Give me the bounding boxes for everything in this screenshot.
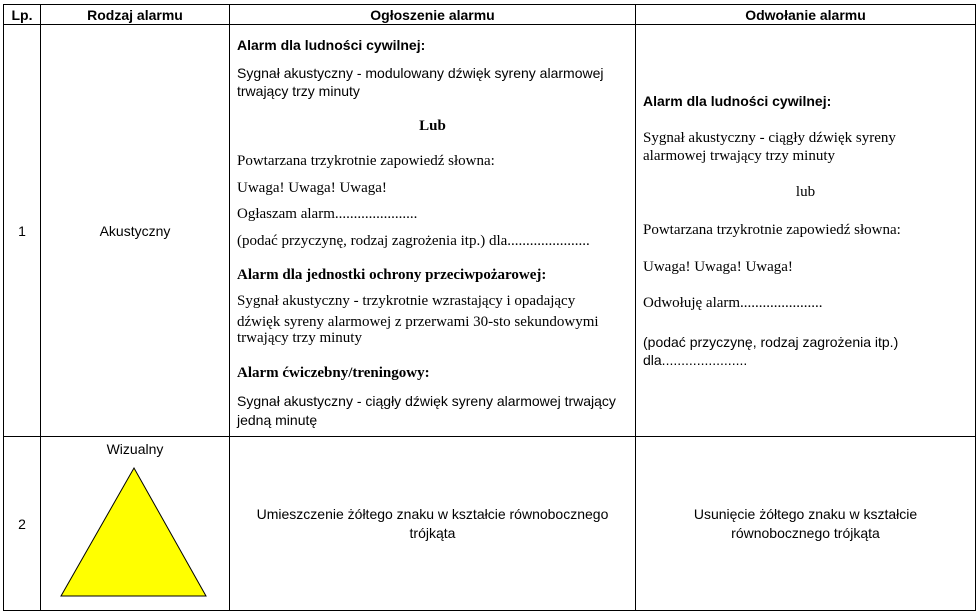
civil-signal-line-1: Sygnał akustyczny - modulowany dźwięk syreny alarmowej: [237, 65, 604, 81]
cancel-visual-line-2: równobocznego trójkąta: [731, 524, 880, 541]
declare-alarm-text: Ogłaszam alarm......................: [237, 206, 418, 222]
fire-signal-line-3: trwający trzy minuty: [237, 330, 362, 346]
row-2-type: Wizualny: [106, 441, 164, 457]
cancel-reason-line-2: dla......................: [643, 352, 748, 368]
civil-signal-line-2: trwający trzy minuty: [237, 83, 360, 99]
announce-visual-line-1: Umieszczenie żółtego znaku w kształcie równobocznego: [256, 505, 609, 522]
row-1-number: 1: [18, 222, 26, 239]
cancel-reason-line-1: (podać przyczynę, rodzaj zagrożenia itp.): [643, 334, 899, 350]
header-alarm-cancellation: Odwołanie alarmu: [745, 6, 866, 23]
row-1-announcement: [230, 25, 635, 436]
fire-unit-alarm-heading: Alarm dla jednostki ochrony przeciwpożarowej:: [237, 267, 547, 283]
row-2-number: 2: [18, 515, 26, 532]
header-alarm-type: Rodzaj alarmu: [87, 6, 183, 23]
cancel-civil-heading: Alarm dla ludności cywilnej:: [643, 93, 832, 109]
announce-visual-line-2: trójkąta: [409, 524, 456, 541]
cancel-attention-phrase: Uwaga! Uwaga! Uwaga!: [643, 259, 793, 275]
cancel-signal-line-1: Sygnał akustyczny - ciągły dźwięk syreny: [643, 130, 896, 146]
yellow-triangle-icon: [41, 437, 229, 610]
drill-alarm-heading: Alarm ćwiczebny/treningowy:: [237, 365, 430, 381]
attention-phrase: Uwaga! Uwaga! Uwaga!: [237, 180, 387, 196]
row-2-type-cell: [41, 437, 229, 610]
cancel-verbal-announcement: Powtarzana trzykrotnie zapowiedź słowna:: [643, 222, 901, 238]
cancel-or-label: lub: [795, 184, 816, 200]
fire-signal-line-2: dźwięk syreny alarmowej z przerwami 30-sto sekundowymi: [237, 314, 599, 330]
drill-signal-line-1: Sygnał akustyczny - ciągły dźwięk syreny alarmowej trwający: [237, 393, 616, 409]
verbal-announcement: Powtarzana trzykrotnie zapowiedź słowna:: [237, 153, 495, 169]
drill-signal-line-2: jedną minutę: [237, 412, 318, 428]
or-label: Lub: [419, 118, 446, 134]
revoke-alarm-text: Odwołuję alarm......................: [643, 295, 823, 311]
reason-text: (podać przyczynę, rodzaj zagrożenia itp.) dla......................: [237, 233, 590, 249]
header-lp: Lp.: [11, 6, 33, 23]
row-1-type: Akustyczny: [99, 222, 171, 239]
cancel-visual-line-1: Usunięcie żółtego znaku w kształcie: [693, 505, 918, 522]
row-2-announcement: [230, 437, 635, 610]
cancel-signal-line-2: alarmowej trwający trzy minuty: [643, 148, 836, 164]
header-alarm-announcement: Ogłoszenie alarmu: [370, 6, 495, 23]
row-2-cancellation: [636, 437, 975, 610]
row-1-cancellation: [636, 25, 975, 436]
civil-alarm-heading: Alarm dla ludności cywilnej:: [237, 37, 426, 53]
fire-signal-line-1: Sygnał akustyczny - trzykrotnie wzrastający i opadający: [237, 293, 576, 309]
